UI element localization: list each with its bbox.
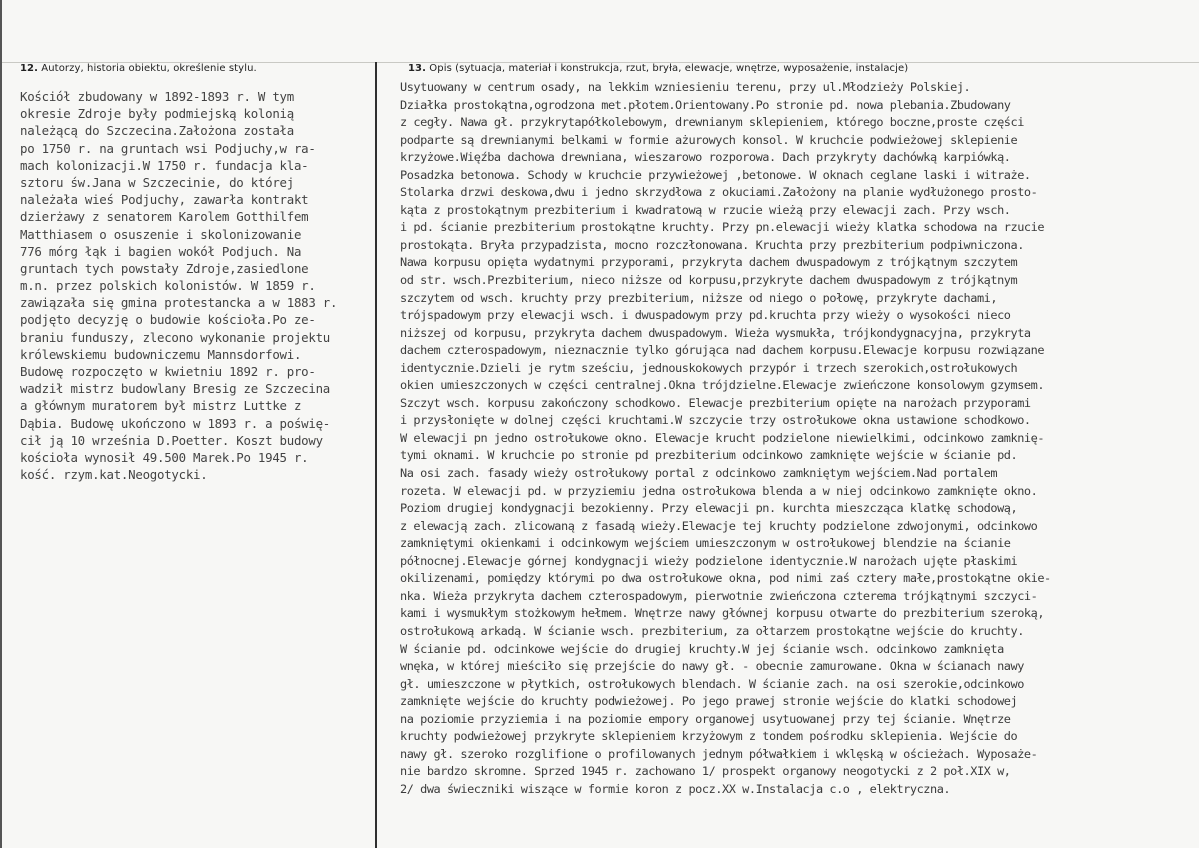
history-text-line: kościoła wynosił 49.500 Marek.Po 1945 r. [20, 449, 309, 465]
history-text-line: sztoru św.Jana w Szczecinie, do której [20, 174, 294, 190]
column-divider [375, 62, 377, 848]
description-text-line: ostrołukową arkadą. W ścianie wsch. prezbiterium, za ołtarzem prostokątne wejście do kruchty. [400, 623, 1024, 638]
description-text-line: Szczyt wsch. korpusu zakończony schodkowo. Elewacje prezbiterium opięte na narożach przyporami [400, 395, 1031, 410]
description-text-line: W ścianie pd. odcinkowe wejście do drugiej kruchty.W jej ścianie wsch. odcinkowo zamknięta [400, 641, 1004, 656]
section-12-title: Autorzy, historia obiektu, określenie stylu. [41, 63, 257, 74]
description-text-line: i przysłonięte w dolnej części kruchtami.W szczycie trzy ostrołukowe okna ustawione schodkowo. [400, 413, 1031, 428]
description-text-line: prostokąta. Bryła przypadzista, mocno rozczłonowana. Kruchta przy prezbiterium podpiwniczona. [400, 237, 1024, 252]
history-text-line: kość. rzym.kat.Neogotycki. [20, 467, 208, 483]
description-text-line: Na osi zach. fasady wieży ostrołukowy portal z odcinkowo zamkniętym wejściem.Nad portalem [400, 466, 998, 481]
history-text-line: cił ją 10 września D.Poetter. Koszt budowy [20, 432, 323, 448]
history-text-line: po 1750 r. na gruntach wsi Podjuchy,w ra- [20, 140, 316, 156]
section-12-number: 12. [20, 63, 39, 74]
description-text-line: wnęka, w której mieściło się przejście do nawy gł. - obecnie zamurowane. Okna w ścianach nawy [400, 659, 1024, 674]
description-text-line: i pd. ścianie prezbiterium prostokątne kruchty. Przy pn.elewacji wieży klatka schodowa na rzucie [400, 220, 1045, 235]
description-text-line: Posadzka betonowa. Schody w kruchcie przywieżowej ,betonowe. W oknach ceglane laski i witraże. [400, 167, 1031, 182]
history-text-line: gruntach tych powstały Zdroje,zasiedlone [20, 260, 309, 276]
description-text-line: Działka prostokątna,ogrodzona met.płotem.Orientowany.Po stronie pd. nowa plebania.Zbudowany [400, 97, 1011, 112]
history-text-line: m.n. przez polskich kolonistów. W 1859 r. [20, 278, 316, 294]
description-text-line: kąta z prostokątnym prezbiterium i kwadratową w rzucie wieżą przy elewacji zach. Przy wsch. [400, 202, 1011, 217]
history-text-line: Matthiasem o osuszenie i skolonizowanie [20, 226, 302, 242]
history-text-line: braniu funduszy, zlecono wykonanie projektu [20, 329, 331, 345]
description-text-line: dachem czterospadowym, nieznacznie tylko górująca nad dachem korpusu.Elewacje korpusu rozwiązane [400, 343, 1045, 358]
description-text-line: z cegły. Nawa gł. przykrytapółkolebowym, drewnianym sklepieniem, którego boczne,proste części [400, 115, 1024, 130]
description-text-line: Nawa korpusu opięta wydatnymi przyporami, przykryta dachem dwuspadowym z trójkątnym szczytem [400, 255, 1018, 270]
description-text-line: niższej od korpusu, przykryta dachem dwuspadowym. Wieża wysmukła, trójkondygnacyjna, przykryta [400, 325, 1031, 340]
description-text-line: zamkniętymi okienkami i odcinkowym wejściem umieszczonym w ostrołukowej blendzie na ścianie [400, 536, 1011, 551]
history-text-line: Dąbia. Budowę ukończono w 1893 r. a poświę- [20, 415, 331, 431]
description-text-line: okien umieszczonych w części centralnej.Okna trójdzielne.Elewacje zwieńczone konsolowym gzymsem. [400, 378, 1045, 393]
description-text-line: od str. wsch.Prezbiterium, nieco niższe od korpusu,przykryte dachem dwuspadowym z trójkątnym [400, 273, 1018, 288]
history-text-line: Budowę rozpoczęto w kwietniu 1892 r. pro- [20, 364, 316, 379]
description-text-line: nka. Wieża przykryta dachem czterospadowym, pierwotnie zwieńczona czterema trójkątnymi szczyci- [400, 588, 1038, 603]
description-text-line: zamknięte wejście do kruchty podwieżowej. Po jego prawej stronie wejście do klatki schodowej [400, 694, 1018, 709]
description-text-line: Poziom drugiej kondygnacji bezokienny. Przy elewacji pn. kurchta mieszcząca klatkę schodową, [400, 501, 1018, 516]
description-text-line: Usytuowany w centrum osady, na lekkim wzniesieniu terenu, przy ul.Młodzieży Polskiej. [400, 80, 971, 94]
history-text-line: zawiązała się gmina protestancka a w 1883 r. [20, 295, 338, 311]
description-text-line: nawy gł. szeroko rozglifione o profilowanych jednym półwałkiem i wklęską w ościeżach. Wyposaże- [400, 746, 1038, 761]
description-text-line: krzyżowe.Więźba dachowa drewniana, wieszarowo rozporowa. Dach przykryty dachówką karpiówką. [400, 150, 1011, 165]
description-text-line: gł. umieszczone w płytkich, ostrołukowych blendach. W ścianie zach. na osi szerokie,odcinkowo [400, 676, 1024, 691]
section-13-number: 13. [408, 63, 427, 74]
description-text-line: Stolarka drzwi deskowa,dwu i jedno skrzydłowa z okuciami.Założony na planie wydłużonego prosto- [400, 185, 1038, 200]
description-text-line: tymi oknami. W kruchcie po stronie pd prezbiterium odcinkowo zamknięte wejście w ścianie pd. [400, 448, 1018, 463]
history-text-line: dzierżawy z senatorem Karolem Gotthilfem [20, 209, 309, 225]
description-text [400, 79, 1051, 798]
history-text-line: wadził mistrz budowlany Bresig ze Szczecina [20, 381, 331, 397]
description-text-line: północnej.Elewacje górnej kondygnacji wieży podzielone identycznie.W narożach ujęte płaskimi [400, 553, 1018, 568]
section-13-header [408, 63, 908, 74]
history-text-line: a głównym muratorem był mistrz Luttke z [20, 398, 302, 414]
history-text-line: należała wieś Podjuchy, zawarła kontrakt [20, 192, 309, 208]
description-text-line: okilizenami, pomiędzy którymi po dwa ostrołukowe okna, pod nimi zaś cztery małe,prostokątne okie- [400, 571, 1051, 586]
description-text-line: szczytem od wsch. kruchty przy prezbiterium, niższe od niego o połowę, przykryte dachami, [400, 290, 998, 305]
history-text-line: królewskiemu budowniczemu Mannsdorfowi. [20, 346, 302, 362]
history-text-line: 776 mórg łąk i bagien wokół Podjuch. Na [20, 243, 302, 259]
history-text-line: okresie Zdroje były podmiejską kolonią [20, 106, 294, 122]
section-12-header [20, 63, 257, 74]
description-text-line: podparte są drewnianymi belkami w formie ażurowych konsol. W kruchcie podwieżowej sklepienie [400, 132, 1018, 147]
description-text-line: 2/ dwa świeczniki wiszące w formie koron z pocz.XX w.Instalacja c.o , elektryczna. [400, 781, 951, 796]
history-text-line: należącą do Szczecina.Założona została [20, 123, 294, 139]
description-text-line: z elewacją zach. zlicowaną z fasadą wieży.Elewacje tej kruchty podzielone zdwojonymi, odcinkowo [400, 518, 1038, 533]
description-text-line: kruchty podwieżowej przykryte sklepieniem krzyżowym z tondem pośrodku sklepienia. Wejście do [400, 729, 1018, 744]
description-text-line: nie bardzo skromne. Sprzed 1945 r. zachowano 1/ prospekt organowy neogotycki z 2 poł.XIX w, [400, 764, 1011, 779]
description-text-line: W elewacji pn jedno ostrołukowe okno. Elewacje krucht podzielone niewielkimi, odcinkowo zamknię- [400, 430, 1045, 445]
description-text-line: na poziomie przyziemia i na poziomie empory organowej usytuowanej przy tej ścianie. Wnętrze [400, 711, 1011, 726]
description-text-line: kami i wysmukłym stożkowym hełmem. Wnętrze nawy głównej korpusu otwarte do prezbiterium szeroką, [400, 606, 1045, 621]
history-text-line: Kościół zbudowany w 1892-1893 r. W tym [20, 89, 294, 104]
history-text-line: podjęto decyzję o budowie kościoła.Po ze- [20, 312, 316, 328]
description-text-line: rozeta. W elewacji pd. w przyziemiu jedna ostrołukowa blenda a w niej odcinkowo zamknięte okno. [400, 483, 1038, 498]
history-text-line: mach kolonizacji.W 1750 r. fundacja kla- [20, 157, 309, 173]
history-text [20, 88, 337, 483]
description-text-line: identycznie.Dzieli je rytm sześciu, jednouskokowych przypór i trzech szerokich,ostrołukowych [400, 360, 1018, 375]
section-13-title: Opis (sytuacja, materiał i konstrukcja, rzut, bryła, elewacje, wnętrze, wyposażenie, instalacje) [429, 63, 909, 74]
description-text-line: trójspadowym przy elewacji wsch. i dwuspadowym przy pd.kruchta przy wieży o wysokości nieco [400, 308, 1011, 323]
